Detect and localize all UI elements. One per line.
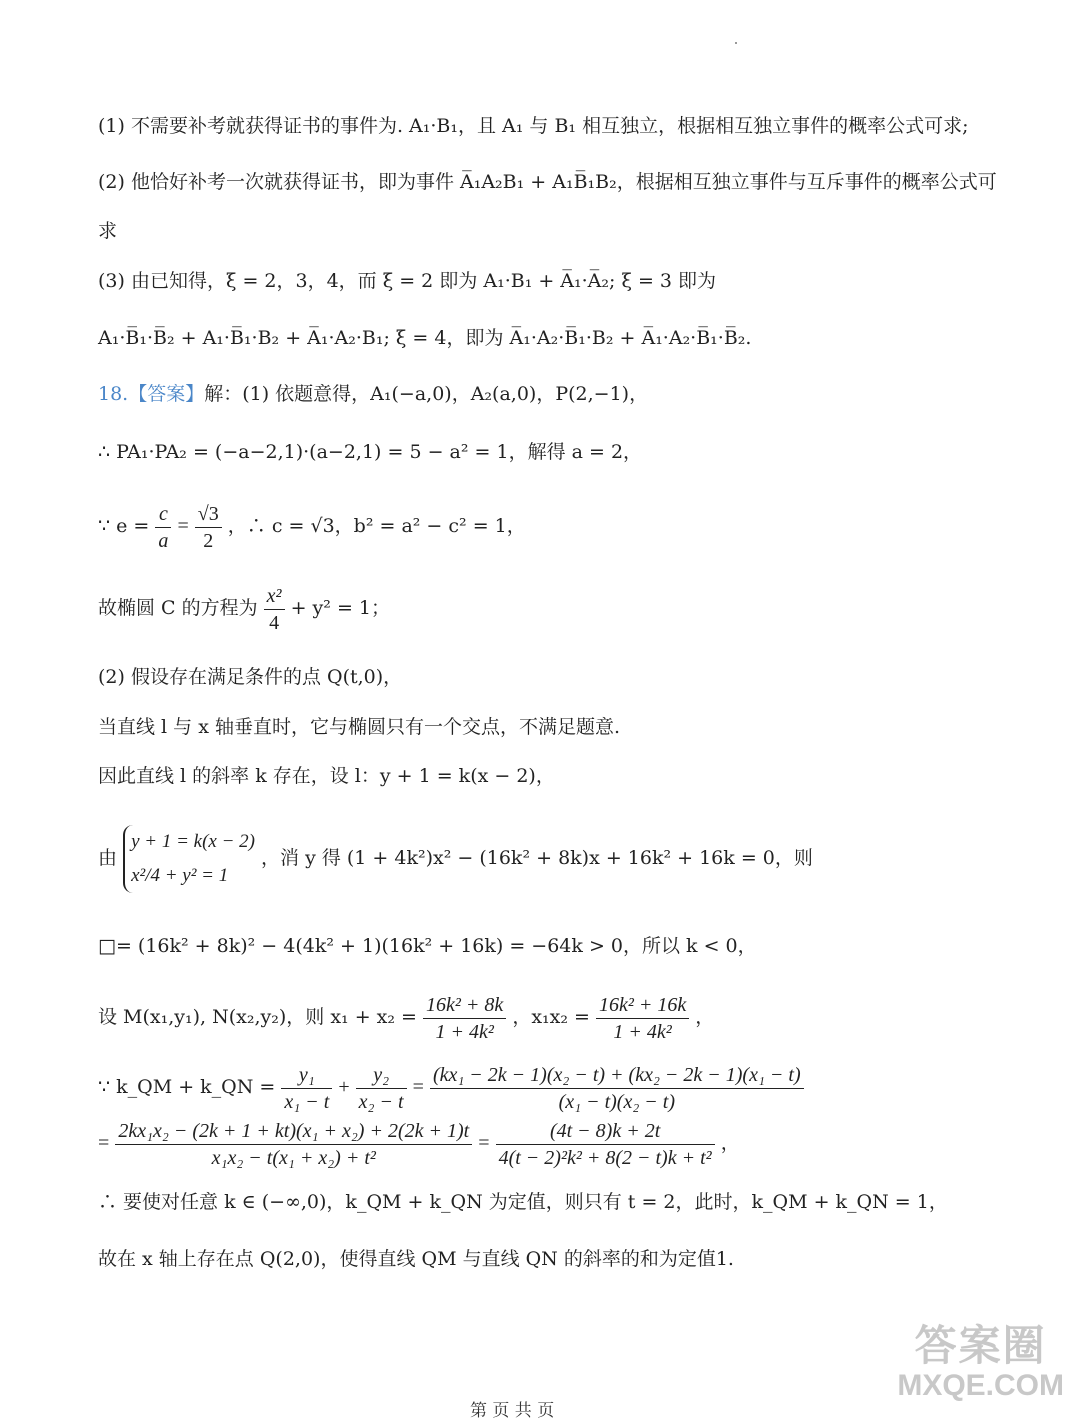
- part-2-line: (2) 假设存在满足条件的点 Q(t,0)，: [98, 666, 403, 688]
- vertical-case-line: 当直线 l 与 x 轴垂直时，它与椭圆只有一个交点，不满足题意.: [98, 716, 620, 738]
- solution-line-4: (3) 由已知得，ξ = 2，3，4，而 ξ = 2 即为 A₁·B₁ + A̅₁·A̅₂; ξ = 3 即为: [98, 270, 717, 292]
- fraction: $\frac{√3}{2}$: [195, 501, 222, 554]
- fraction: $\frac{c}{a}$: [155, 501, 171, 554]
- solution-line-1: (1) 不需要补考就获得证书的事件为. A₁·B₁，且 A₁ 与 B₁ 相互独立，根据相互独立事件的概率公式可求;: [98, 115, 969, 137]
- constant-condition-line: ∴ 要使对任意 k ∈ (−∞,0)，k_QM + k_QN 为定值，则只有 t = 2，此时，k_QM + k_QN = 1，: [98, 1191, 948, 1213]
- fraction: $\frac{\text{2kx₁x₂ − (2k + 1 + kt)(x₁ + x₂) + 2(2k + 1)t}}{\text{x₁x₂ − t(x₁ + x₂) + t²}}$: [115, 1118, 472, 1171]
- equation-system: y + 1 = k(x − 2) x²/4 + y² = 1: [123, 825, 255, 893]
- page-mark-dot: [735, 42, 737, 44]
- fraction: $\frac{\text{y₁}}{\text{x₁ − t}}$: [281, 1062, 332, 1115]
- fraction: $\frac{\text{16k² + 16k}}{\text{1 + 4k²}}$: [596, 992, 689, 1045]
- solution-line-3: 求: [98, 220, 118, 242]
- eccentricity-line: ∵ e = $\frac{c}{a}$ = $\frac{√3}{2}$ ，∴ c = √3，b² = a² − c² = 1，: [98, 502, 526, 552]
- fraction: $\frac{\text{16k² + 8k}}{\text{1 + 4k²}}$: [423, 992, 506, 1045]
- answer-18-line: 18.【答案】解：(1) 依题意得，A₁(−a,0)，A₂(a,0)，P(2,−1)，: [98, 383, 649, 405]
- discriminant-line: □= (16k² + 8k)² − 4(4k² + 1)(16k² + 16k) = −64k > 0，所以 k < 0，: [98, 935, 757, 957]
- conclusion-line: 故在 x 轴上存在点 Q(2,0)，使得直线 QM 与直线 QN 的斜率的和为定值1.: [98, 1248, 734, 1270]
- solution-line-2: (2) 他恰好补考一次就获得证书，即为事件 A̅₁A₂B₁ + A₁B̅₁B₂，根据相互独立事件与互斥事件的概率公式可: [98, 171, 997, 193]
- system-line: 由 y + 1 = k(x − 2) x²/4 + y² = 1 ，消 y 得 (1 + 4k²)x² − (16k² + 8k)x + 16k² + 16k = 0，则: [98, 818, 813, 898]
- ellipse-equation-line: 故椭圆 C 的方程为 $\frac{\text{x²}}{4}$ + y² = 1；: [98, 584, 390, 634]
- slope-line: 因此直线 l 的斜率 k 存在，设 l：y + 1 = k(x − 2)，: [98, 765, 555, 787]
- solution-line-5: A₁·B̅₁·B̅₂ + A₁·B̅₁·B₂ + A̅₁·A₂·B₁; ξ = 4，即为 A̅₁·A₂·B̅₁·B₂ + A̅₁·A₂·B̅₁·B̅₂.: [98, 327, 752, 349]
- fraction: $\frac{(4t - 8)k + 2t}{\text{4(t − 2)²k² + 8(2 − t)k + t²}}$: [496, 1118, 715, 1171]
- watermark-logo: 答案圈 MXQE.COM: [897, 1322, 1064, 1402]
- answer-label: 18.【答案】: [98, 383, 205, 405]
- vieta-line: 设 M(x₁,y₁), N(x₂,y₂)，则 x₁ + x₂ = $\frac{\text{16k² + 8k}}{\text{1 + 4k²}}$ ，x₁x₂ = $\frac{\text{16k² + 16k}}{\text{1 + 4k²}}$ ，: [98, 993, 715, 1043]
- fraction: $\frac{\text{(kx₁ − 2k − 1)(x₂ − t) + (kx₂ − 2k − 1)(x₁ − t)}}{\text{(x₁ − t)(x₂ − t)}}$: [430, 1062, 804, 1115]
- dot-product-line: ∴ PA₁·PA₂ = (−a−2,1)·(a−2,1) = 5 − a² = 1，解得 a = 2，: [98, 441, 643, 463]
- page-footer: 第 页 共 页: [470, 1401, 555, 1421]
- fraction: $\frac{\text{y₂}}{\text{x₂ − t}}$: [356, 1062, 407, 1115]
- slope-sum-line: ∵ k_QM + k_QN = $\frac{\text{y₁}}{\text{x₁ − t}}$ + $\frac{\text{y₂}}{\text{x₂ − t}}$ = $\frac{\text{(kx₁ − 2k − 1)(x₂ − t) + (kx₂ − 2k − 1)(x₁ − t)}}{\text{(x₁ − t)(x₂ − t)}}$: [98, 1060, 804, 1115]
- simplify-line: = $\frac{\text{2kx₁x₂ − (2k + 1 + kt)(x₁ + x₂) + 2(2k + 1)t}}{\text{x₁x₂ − t(x₁ + x₂) + t²}}$ = $\frac{(4t - 8)k + 2t}{\text{4(t − 2)²k² + 8(2 − t)k + t²}}$ ，: [98, 1119, 740, 1169]
- fraction: $\frac{\text{x²}}{4}$: [264, 583, 285, 636]
